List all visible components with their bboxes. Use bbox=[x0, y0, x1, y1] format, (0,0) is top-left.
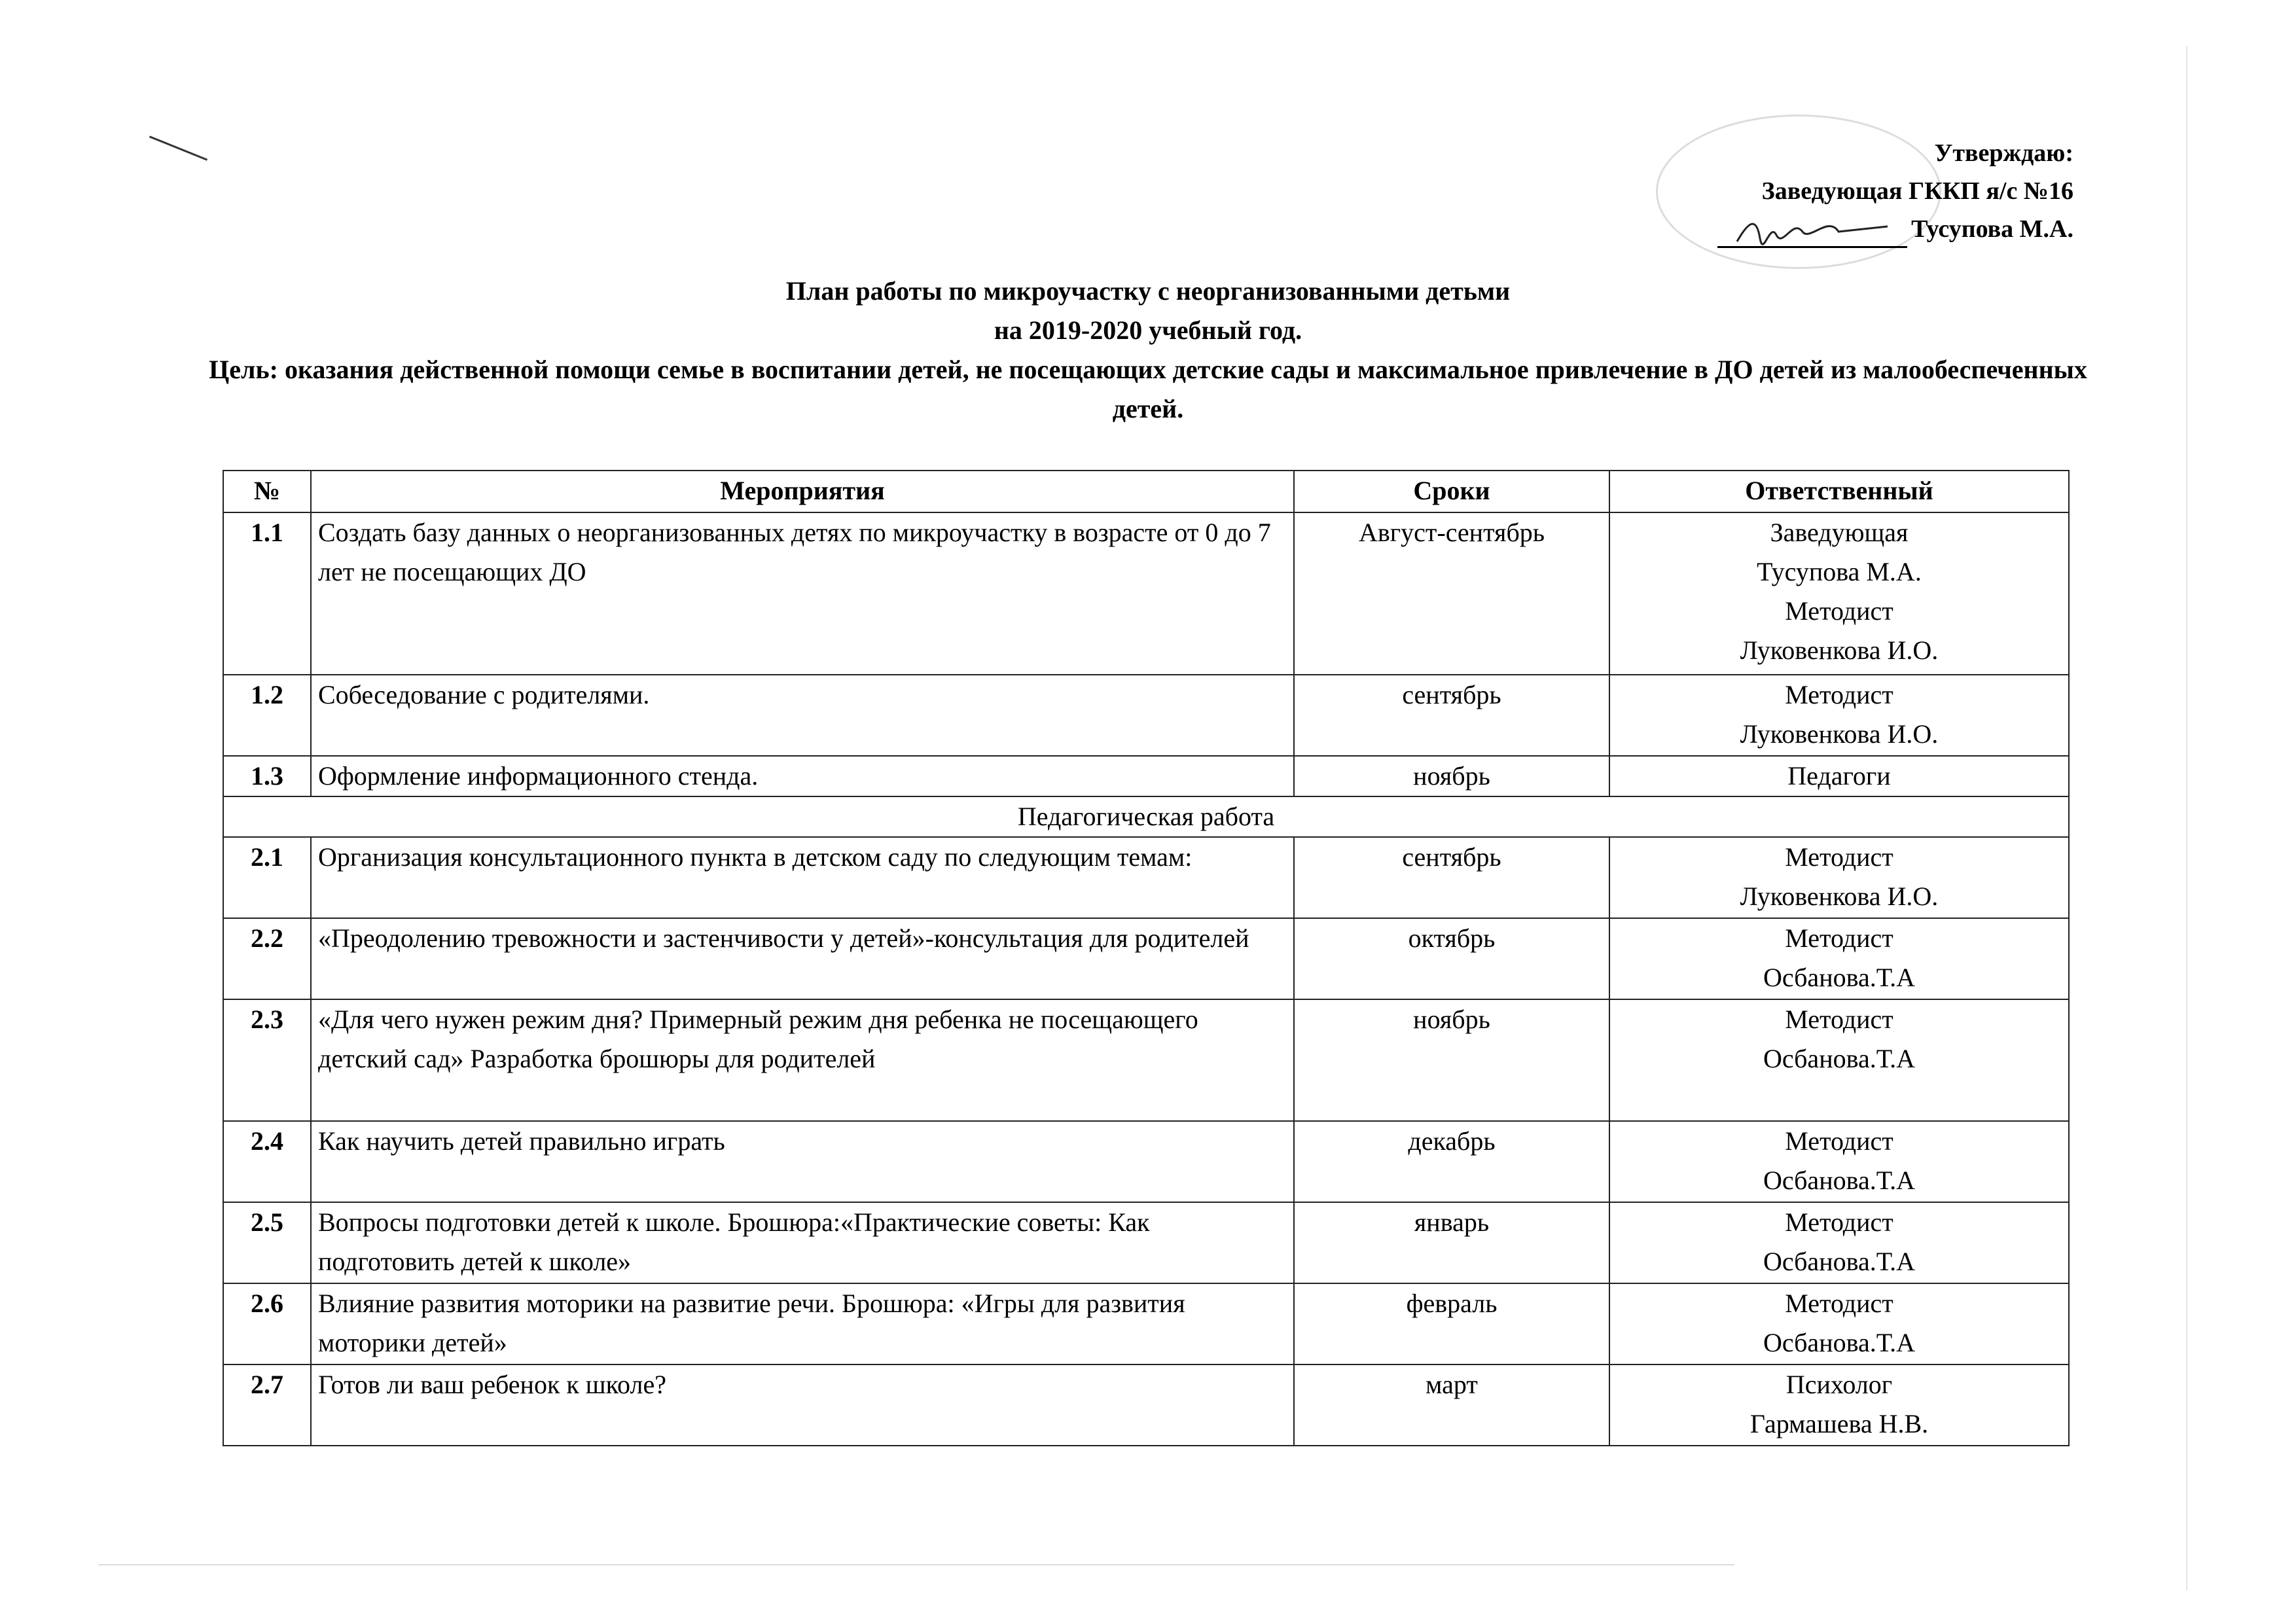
approval-signature-row bbox=[1717, 210, 2073, 248]
resp-line: Луковенкова И.О. bbox=[1740, 719, 1939, 749]
resp-line: Методист bbox=[1785, 923, 1893, 953]
row-term: январь bbox=[1294, 1202, 1609, 1283]
table-row bbox=[223, 1283, 2069, 1364]
row-responsible bbox=[1609, 1364, 2069, 1446]
row-responsible bbox=[1609, 999, 2069, 1121]
resp-line: Методист bbox=[1785, 1207, 1893, 1237]
section-row bbox=[223, 796, 2069, 837]
row-num: 2.7 bbox=[223, 1364, 311, 1446]
section-label: Педагогическая работа bbox=[223, 796, 2069, 837]
row-event: «Для чего нужен режим дня? Примерный режим дня ребенка не посещающего детский сад» Разработка брошюры для родителей bbox=[311, 999, 1294, 1121]
row-num: 2.2 bbox=[223, 918, 311, 999]
row-event: Как научить детей правильно играть bbox=[311, 1121, 1294, 1202]
row-event: Собеседование с родителями. bbox=[311, 675, 1294, 756]
row-num: 2.1 bbox=[223, 837, 311, 918]
row-event: Вопросы подготовки детей к школе. Брошюра:«Практические советы: Как подготовить детей к школе» bbox=[311, 1202, 1294, 1283]
row-responsible bbox=[1609, 1202, 2069, 1283]
resp-line: Луковенкова И.О. bbox=[1740, 882, 1939, 911]
resp-line: Луковенкова И.О. bbox=[1740, 635, 1939, 665]
row-term: ноябрь bbox=[1294, 756, 1609, 796]
resp-line: Методист bbox=[1785, 1289, 1893, 1318]
row-term: ноябрь bbox=[1294, 999, 1609, 1121]
row-event: Организация консультационного пункта в детском саду по следующим темам: bbox=[311, 837, 1294, 918]
table-row bbox=[223, 1202, 2069, 1283]
row-event: «Преодолению тревожности и застенчивости у детей»-консультация для родителей bbox=[311, 918, 1294, 999]
row-event: Готов ли ваш ребенок к школе? bbox=[311, 1364, 1294, 1446]
resp-line: Педагоги bbox=[1787, 761, 1891, 791]
document-goal: Цель: оказания действенной помощи семье в воспитании детей, не посещающих детские сады и максимальное привлечение в ДО детей из малообеспеченных детей. bbox=[209, 355, 2087, 423]
resp-line: Гармашева Н.В. bbox=[1749, 1409, 1929, 1438]
table-row bbox=[223, 512, 2069, 675]
header-responsible: Ответственный bbox=[1609, 471, 2069, 512]
row-term: сентябрь bbox=[1294, 675, 1609, 756]
row-num: 2.4 bbox=[223, 1121, 311, 1202]
header-num: № bbox=[223, 471, 311, 512]
row-term: Август-сентябрь bbox=[1294, 512, 1609, 675]
row-responsible bbox=[1609, 1121, 2069, 1202]
resp-line: Осбанова.Т.А bbox=[1763, 1247, 1916, 1276]
table-row bbox=[223, 999, 2069, 1121]
row-term: октябрь bbox=[1294, 918, 1609, 999]
row-responsible bbox=[1609, 918, 2069, 999]
approval-block bbox=[1717, 134, 2073, 248]
row-term: сентябрь bbox=[1294, 837, 1609, 918]
row-term: декабрь bbox=[1294, 1121, 1609, 1202]
table-row bbox=[223, 837, 2069, 918]
approval-name: Тусупова М.А. bbox=[1911, 215, 2073, 243]
resp-line: Методист bbox=[1785, 680, 1893, 709]
row-responsible bbox=[1609, 756, 2069, 796]
row-responsible bbox=[1609, 512, 2069, 675]
resp-line: Осбанова.Т.А bbox=[1763, 1044, 1916, 1073]
resp-line: Методист bbox=[1785, 1126, 1893, 1156]
row-responsible bbox=[1609, 837, 2069, 918]
plan-table bbox=[223, 470, 2070, 1446]
table-row bbox=[223, 756, 2069, 796]
scan-edge bbox=[98, 1564, 1734, 1565]
row-num: 2.5 bbox=[223, 1202, 311, 1283]
approval-heading: Утверждаю: bbox=[1934, 139, 2073, 167]
resp-line: Психолог bbox=[1785, 1370, 1893, 1399]
header-term: Сроки bbox=[1294, 471, 1609, 512]
resp-line: Методист bbox=[1785, 596, 1893, 626]
table-header-row bbox=[223, 471, 2069, 512]
row-num: 2.6 bbox=[223, 1283, 311, 1364]
approval-position: Заведующая ГККП я/с №16 bbox=[1761, 177, 2073, 205]
row-num: 1.3 bbox=[223, 756, 311, 796]
signature-icon bbox=[1731, 212, 1894, 251]
row-responsible bbox=[1609, 1283, 2069, 1364]
resp-line: Осбанова.Т.А bbox=[1763, 1166, 1916, 1195]
document-title: План работы по микроучастку с неорганизованными детьми bbox=[785, 276, 1511, 306]
row-term: февраль bbox=[1294, 1283, 1609, 1364]
row-num: 1.2 bbox=[223, 675, 311, 756]
scan-mark bbox=[149, 135, 207, 160]
row-num: 1.1 bbox=[223, 512, 311, 675]
row-event: Влияние развития моторики на развитие речи. Брошюра: «Игры для развития моторики детей» bbox=[311, 1283, 1294, 1364]
row-term: март bbox=[1294, 1364, 1609, 1446]
resp-line: Методист bbox=[1785, 842, 1893, 872]
document-year: на 2019-2020 учебный год. bbox=[994, 315, 1302, 345]
row-num: 2.3 bbox=[223, 999, 311, 1121]
table-row bbox=[223, 918, 2069, 999]
resp-line: Тусупова М.А. bbox=[1757, 557, 1922, 586]
header-event: Мероприятия bbox=[311, 471, 1294, 512]
resp-line: Осбанова.Т.А bbox=[1763, 963, 1916, 992]
table-row bbox=[223, 1121, 2069, 1202]
signature-line bbox=[1717, 215, 1907, 248]
row-event: Создать базу данных о неорганизованных детях по микроучастку в возрасте от 0 до 7 лет не посещающих ДО bbox=[311, 512, 1294, 675]
document-header bbox=[0, 272, 2296, 429]
resp-line: Заведующая bbox=[1770, 518, 1909, 547]
table-row bbox=[223, 675, 2069, 756]
table-row bbox=[223, 1364, 2069, 1446]
row-responsible bbox=[1609, 675, 2069, 756]
row-event: Оформление информационного стенда. bbox=[311, 756, 1294, 796]
resp-line: Методист bbox=[1785, 1005, 1893, 1034]
resp-line: Осбанова.Т.А bbox=[1763, 1328, 1916, 1357]
